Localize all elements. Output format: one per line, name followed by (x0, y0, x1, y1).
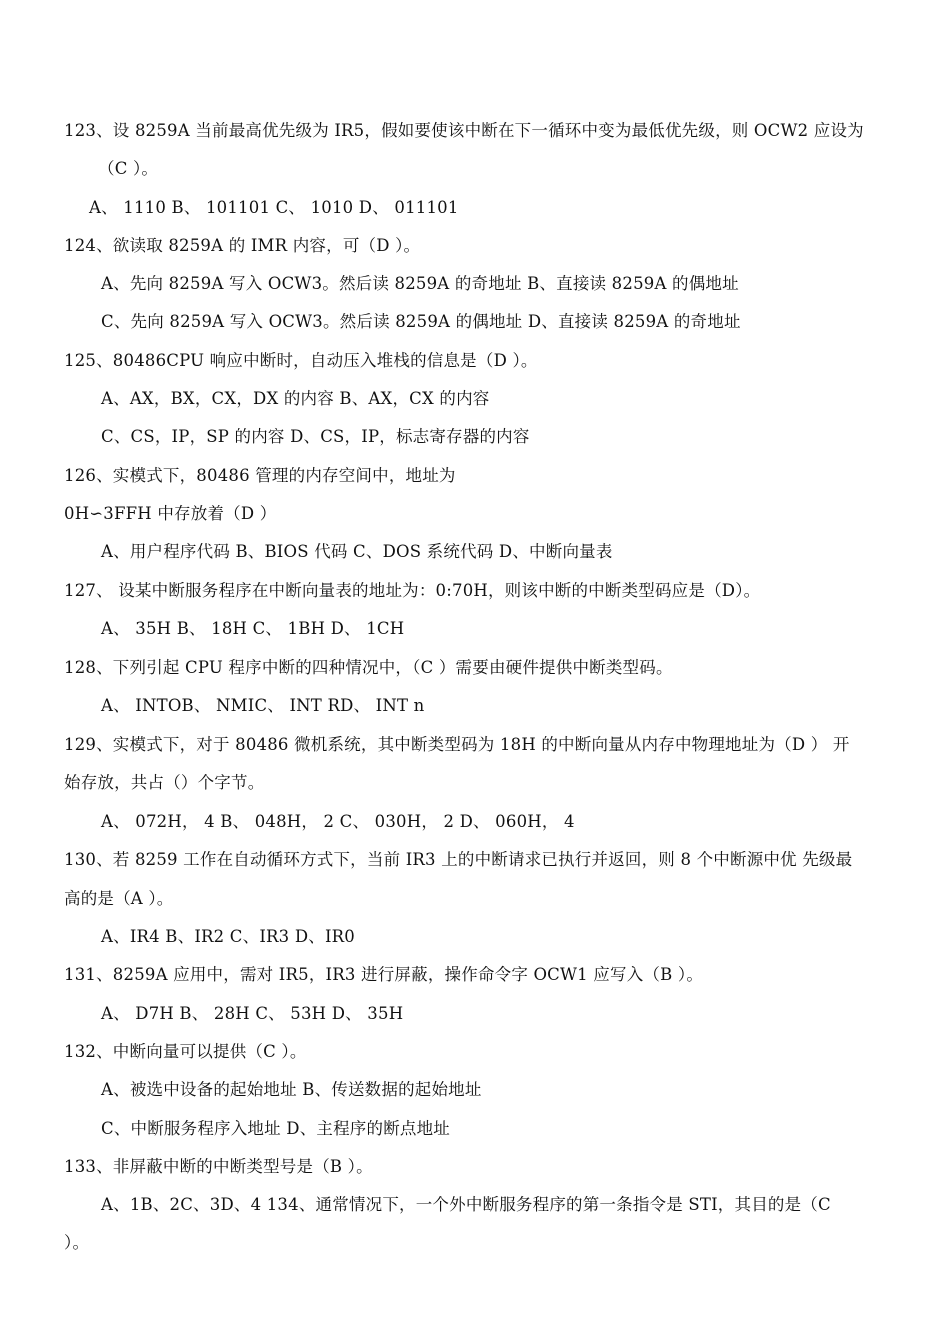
question-129-stem: 129、实模式下，对于 80486 微机系统，其中断类型码为 18H 的中断向量从内存中物理地址为（D ） 开 (64, 735, 850, 754)
question-132-stem: 132、中断向量可以提供（C ）。 (64, 1042, 307, 1061)
question-132-options-2: C、中断服务程序入地址 D、主程序的断点地址 (101, 1119, 450, 1138)
question-129-options: A、 072H， 4 B、 048H， 2 C、 030H， 2 D、 060H， 4 (101, 812, 575, 831)
question-127-options: A、 35H B、 18H C、 1BH D、 1CH (101, 619, 405, 638)
question-124-stem: 124、欲读取 8259A 的 IMR 内容，可（D ）。 (64, 236, 421, 255)
question-128-stem: 128、下列引起 CPU 程序中断的四种情况中，（C ）需要由硬件提供中断类型码。 (64, 658, 673, 677)
question-132-options-1: A、被选中设备的起始地址 B、传送数据的起始地址 (101, 1080, 482, 1099)
question-124-options-2: C、先向 8259A 写入 OCW3。然后读 8259A 的偶地址 D、直接读 8259A 的奇地址 (101, 312, 741, 331)
question-126-stem: 126、实模式下，80486 管理的内存空间中，地址为 (64, 466, 456, 485)
question-125-stem: 125、80486CPU 响应中断时，自动压入堆栈的信息是（D ）。 (64, 351, 538, 370)
question-128-options: A、 INTOB、 NMIC、 INT RD、 INT n (101, 696, 425, 715)
question-123-options: A、 1110 B、 101101 C、 1010 D、 011101 (89, 198, 459, 217)
question-131-options: A、 D7H B、 28H C、 53H D、 35H (101, 1004, 404, 1023)
question-125-options-2: C、CS，IP，SP 的内容 D、CS，IP，标志寄存器的内容 (101, 427, 530, 446)
question-130-options: A、IR4 B、IR2 C、IR3 D、IR0 (101, 927, 355, 946)
question-134-stem-cont: ）。 (64, 1233, 90, 1252)
question-133-stem: 133、非屏蔽中断的中断类型号是（B ）。 (64, 1157, 373, 1176)
question-130-stem: 130、若 8259 工作在自动循环方式下，当前 IR3 上的中断请求已执行并返回，则 8 个中断源中优 先级最 (64, 850, 853, 869)
question-133-options-and-134-stem: A、1B、2C、3D、4 134、通常情况下，一个外中断服务程序的第一条指令是 STI，其目的是（C (101, 1195, 831, 1214)
question-126-options: A、用户程序代码 B、BIOS 代码 C、DOS 系统代码 D、中断向量表 (101, 542, 613, 561)
question-129-stem-cont: 始存放，共占（）个字节。 (64, 773, 265, 792)
question-126-stem-cont: 0H∽3FFH 中存放着（D ） (64, 504, 277, 523)
question-127-stem: 127、 设某中断服务程序在中断向量表的地址为：0:70H，则该中断的中断类型码应是（D）。 (64, 581, 761, 600)
question-123-stem: 123、设 8259A 当前最高优先级为 IR5，假如要使该中断在下一循环中变为最低优先级，则 OCW2 应设为 (64, 121, 864, 140)
question-130-stem-cont: 高的是（A ）。 (64, 889, 174, 908)
question-123-answer: （C ）。 (98, 159, 159, 178)
question-125-options-1: A、AX，BX，CX，DX 的内容 B、AX，CX 的内容 (101, 389, 490, 408)
question-124-options-1: A、先向 8259A 写入 OCW3。然后读 8259A 的奇地址 B、直接读 8259A 的偶地址 (101, 274, 739, 293)
question-131-stem: 131、8259A 应用中，需对 IR5，IR3 进行屏蔽，操作命令字 OCW1 应写入（B ）。 (64, 965, 704, 984)
